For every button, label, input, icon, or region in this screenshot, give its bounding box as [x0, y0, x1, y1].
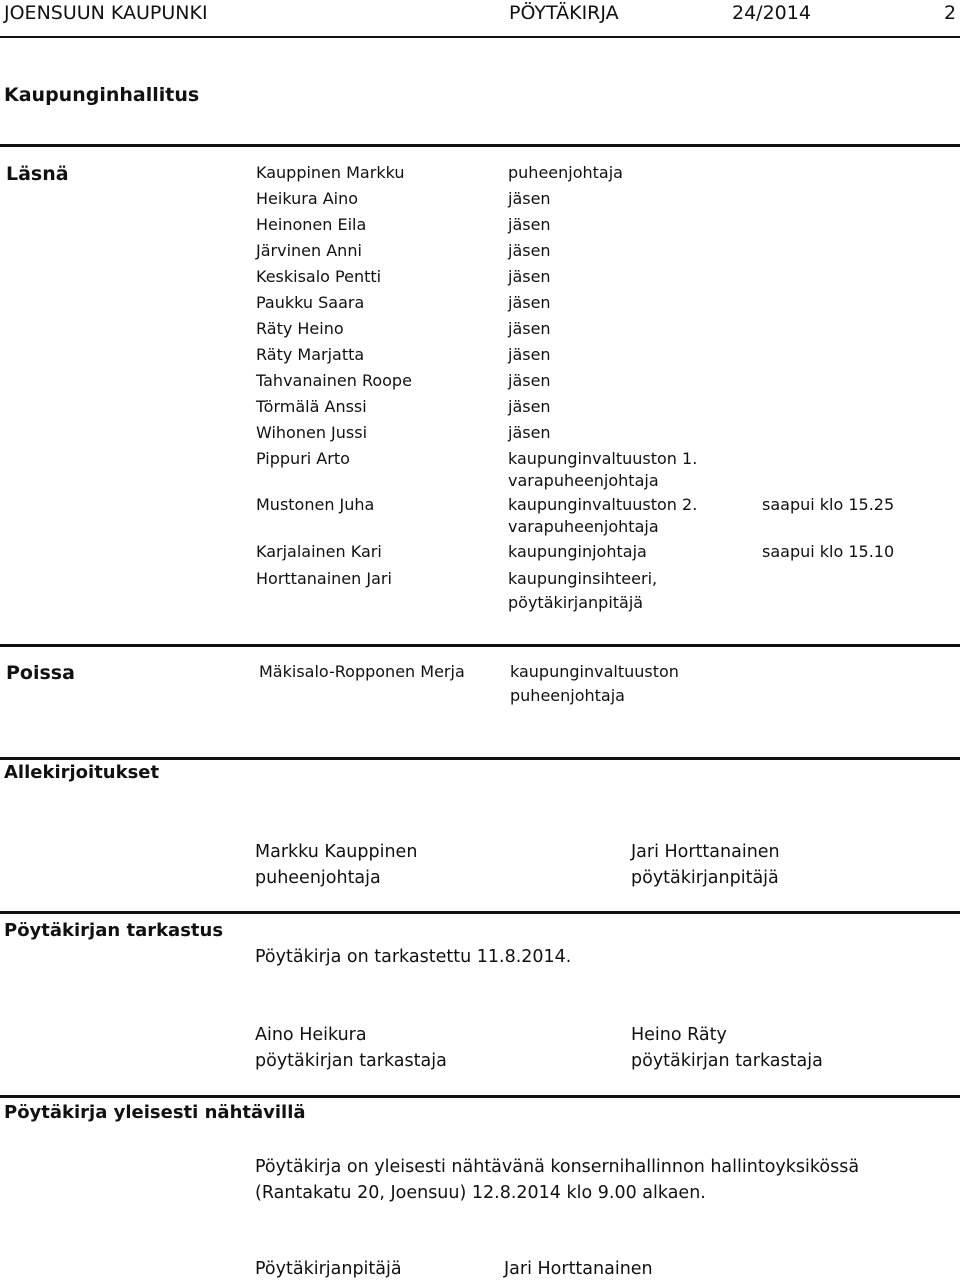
list-item	[0, 368, 960, 394]
member-name: Räty Heino	[256, 319, 344, 338]
public-text-line2: (Rantakatu 20, Joensuu) 12.8.2014 klo 9.00 alkaen.	[255, 1183, 706, 1203]
list-item	[0, 238, 960, 264]
list-item	[0, 342, 960, 368]
member-name: Wihonen Jussi	[256, 423, 368, 442]
member-name: Horttanainen Jari	[256, 569, 392, 588]
member-role-cont: pöytäkirjanpitäjä	[508, 593, 644, 612]
signer-left-name: Markku Kauppinen	[255, 842, 418, 862]
member-name: Heikura Aino	[256, 189, 359, 208]
section-rule-review	[0, 911, 960, 914]
member-note: saapui klo 15.10	[762, 542, 895, 561]
list-item	[0, 186, 960, 212]
final-sign-name: Jari Horttanainen	[504, 1259, 653, 1279]
member-role: jäsen	[508, 345, 551, 364]
reviewer-right-name: Heino Räty	[631, 1025, 727, 1045]
list-item	[0, 539, 960, 565]
doc-type: PÖYTÄKIRJA	[509, 2, 619, 24]
member-name: Räty Marjatta	[256, 345, 365, 364]
member-note: saapui klo 15.25	[762, 495, 895, 514]
member-name: Heinonen Eila	[256, 215, 367, 234]
signer-left-title: puheenjohtaja	[255, 868, 381, 888]
section-rule-absent	[0, 644, 960, 647]
signer-right-name: Jari Horttanainen	[631, 842, 780, 862]
section-rule-public	[0, 1095, 960, 1098]
signer-right-title: pöytäkirjanpitäjä	[631, 868, 779, 888]
public-heading: Pöytäkirja yleisesti nähtävillä	[4, 1102, 306, 1123]
member-name: Järvinen Anni	[256, 241, 362, 260]
list-item	[0, 394, 960, 420]
review-text: Pöytäkirja on tarkastettu 11.8.2014.	[255, 947, 572, 967]
member-name: Paukku Saara	[256, 293, 365, 312]
body-name: Kaupunginhallitus	[4, 84, 200, 106]
member-role: jäsen	[508, 267, 551, 286]
final-sign-label: Pöytäkirjanpitäjä	[255, 1259, 402, 1279]
review-heading: Pöytäkirjan tarkastus	[4, 920, 224, 941]
org-name: JOENSUUN KAUPUNKI	[4, 2, 208, 24]
member-role: jäsen	[508, 293, 551, 312]
list-item	[0, 160, 960, 186]
list-item	[0, 566, 960, 616]
reviewer-right-title: pöytäkirjan tarkastaja	[631, 1051, 823, 1071]
member-name: Törmälä Anssi	[256, 397, 367, 416]
member-role: jäsen	[508, 371, 551, 390]
header-rule	[0, 36, 960, 38]
member-role: jäsen	[508, 397, 551, 416]
absent-heading: Poissa	[6, 662, 75, 684]
signatures-heading: Allekirjoitukset	[4, 762, 160, 783]
list-item	[0, 212, 960, 238]
list-item	[0, 492, 960, 540]
list-item	[0, 420, 960, 446]
list-item	[0, 446, 960, 494]
member-role-cont: varapuheenjohtaja	[508, 471, 659, 490]
member-role: puheenjohtaja	[508, 163, 623, 182]
member-role: jäsen	[508, 215, 551, 234]
member-role: jäsen	[508, 241, 551, 260]
reviewer-left-title: pöytäkirjan tarkastaja	[255, 1051, 447, 1071]
member-role: jäsen	[508, 319, 551, 338]
list-item	[0, 316, 960, 342]
member-name: Keskisalo Pentti	[256, 267, 382, 286]
member-role: kaupunginvaltuuston 1.	[508, 449, 698, 468]
absent-role-cont: puheenjohtaja	[510, 686, 625, 705]
present-heading: Läsnä	[6, 163, 69, 185]
member-name: Pippuri Arto	[256, 449, 350, 468]
public-text-line1: Pöytäkirja on yleisesti nähtävänä konsernihallinnon hallintoyksikössä	[255, 1157, 860, 1177]
member-role: kaupunginvaltuuston 2.	[508, 495, 698, 514]
member-role: kaupunginjohtaja	[508, 542, 647, 561]
member-role: jäsen	[508, 189, 551, 208]
section-rule-present	[0, 144, 960, 147]
absent-role: kaupunginvaltuuston	[510, 662, 679, 681]
member-name: Mustonen Juha	[256, 495, 375, 514]
absent-name: Mäkisalo-Ropponen Merja	[259, 662, 465, 681]
reviewer-left-name: Aino Heikura	[255, 1025, 367, 1045]
list-item	[0, 264, 960, 290]
section-rule-signatures	[0, 757, 960, 760]
doc-number: 24/2014	[732, 2, 811, 24]
member-name: Tahvanainen Roope	[256, 371, 412, 390]
list-item	[0, 290, 960, 316]
page-number: 2	[944, 2, 957, 24]
member-role: kaupunginsihteeri,	[508, 569, 658, 588]
member-role: jäsen	[508, 423, 551, 442]
member-name: Kauppinen Markku	[256, 163, 405, 182]
member-name: Karjalainen Kari	[256, 542, 382, 561]
member-role-cont: varapuheenjohtaja	[508, 517, 659, 536]
